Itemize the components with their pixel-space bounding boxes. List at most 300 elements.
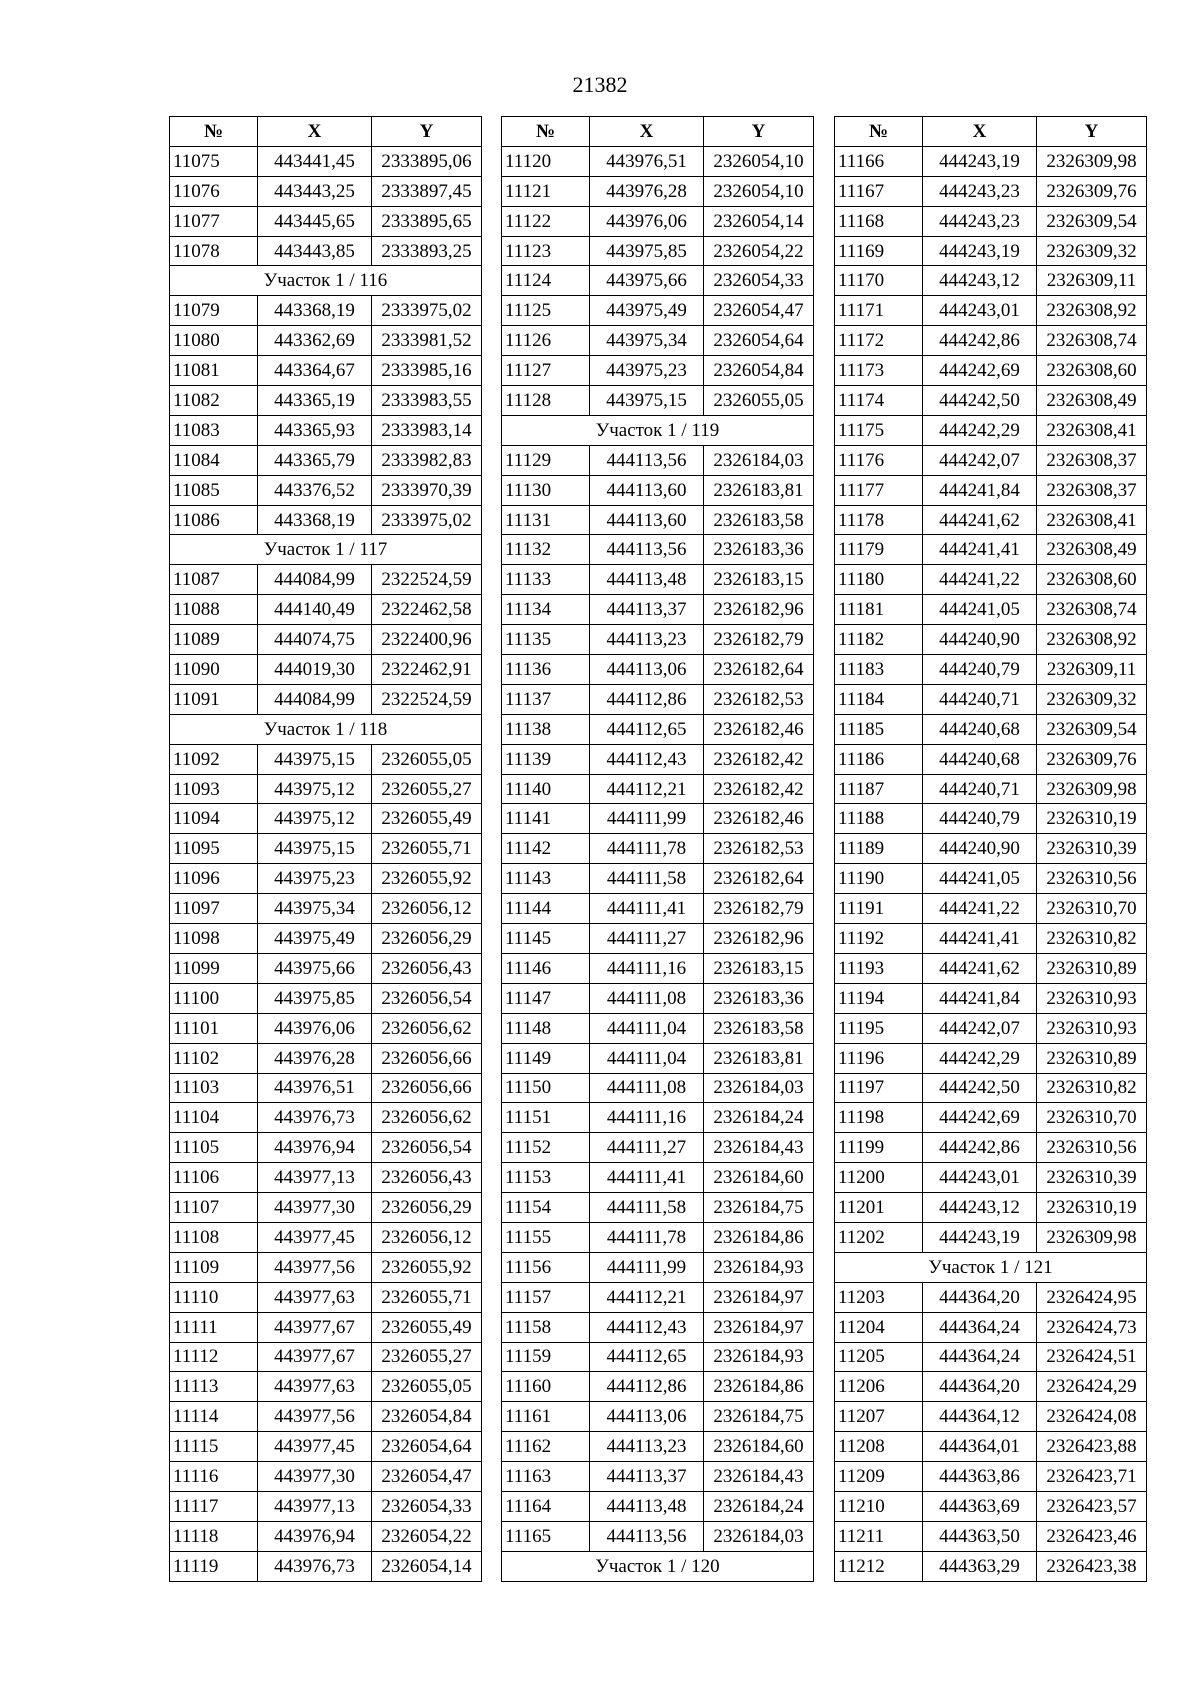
y-coordinate-cell: 2333895,06 (372, 146, 482, 176)
table-row (170, 894, 482, 924)
point-number-cell: 11120 (502, 146, 590, 176)
table-row (502, 475, 814, 505)
point-number-cell: 11197 (835, 1073, 923, 1103)
point-number-cell: 11089 (170, 625, 258, 655)
y-coordinate-cell: 2326184,75 (704, 1402, 814, 1432)
x-coordinate-cell: 444364,01 (923, 1432, 1037, 1462)
x-coordinate-cell: 444241,05 (923, 595, 1037, 625)
point-number-cell: 11081 (170, 356, 258, 386)
y-coordinate-cell: 2326054,47 (704, 296, 814, 326)
section-row (835, 1252, 1147, 1282)
point-number-cell: 11137 (502, 684, 590, 714)
table-row (502, 565, 814, 595)
table-row (170, 953, 482, 983)
point-number-cell: 11076 (170, 176, 258, 206)
point-number-cell: 11133 (502, 565, 590, 595)
y-coordinate-cell: 2326184,97 (704, 1312, 814, 1342)
x-coordinate-cell: 443975,12 (258, 804, 372, 834)
y-coordinate-cell: 2326423,71 (1037, 1462, 1147, 1492)
x-coordinate-cell: 444074,75 (258, 625, 372, 655)
x-coordinate-cell: 443975,23 (590, 356, 704, 386)
table-row (835, 1163, 1147, 1193)
point-number-cell: 11086 (170, 505, 258, 535)
y-coordinate-cell: 2333897,45 (372, 176, 482, 206)
point-number-cell: 11166 (835, 146, 923, 176)
y-coordinate-cell: 2326184,93 (704, 1252, 814, 1282)
section-title: Участок 1 / 117 (170, 535, 482, 565)
y-coordinate-cell: 2326424,95 (1037, 1282, 1147, 1312)
x-coordinate-cell: 444243,19 (923, 146, 1037, 176)
y-coordinate-cell: 2322524,59 (372, 565, 482, 595)
x-coordinate-cell: 443976,28 (258, 1043, 372, 1073)
x-coordinate-cell: 443977,45 (258, 1222, 372, 1252)
point-number-cell: 11082 (170, 386, 258, 416)
table-row (502, 535, 814, 565)
table-row (170, 804, 482, 834)
x-coordinate-cell: 444111,78 (590, 1222, 704, 1252)
point-number-cell: 11095 (170, 834, 258, 864)
y-coordinate-cell: 2326310,89 (1037, 1043, 1147, 1073)
table-row (835, 565, 1147, 595)
point-number-cell: 11090 (170, 655, 258, 685)
table-row (502, 864, 814, 894)
table-row (170, 744, 482, 774)
table-row (835, 475, 1147, 505)
y-coordinate-cell: 2326054,64 (704, 326, 814, 356)
point-number-cell: 11096 (170, 864, 258, 894)
x-coordinate-cell: 444113,60 (590, 475, 704, 505)
point-number-cell: 11198 (835, 1103, 923, 1133)
table-row (170, 1521, 482, 1551)
y-coordinate-cell: 2326055,71 (372, 834, 482, 864)
table-row (835, 1013, 1147, 1043)
table-row (170, 684, 482, 714)
point-number-cell: 11112 (170, 1342, 258, 1372)
x-coordinate-cell: 443975,49 (590, 296, 704, 326)
x-coordinate-cell: 443376,52 (258, 475, 372, 505)
point-number-cell: 11097 (170, 894, 258, 924)
x-coordinate-cell: 443443,25 (258, 176, 372, 206)
point-number-cell: 11125 (502, 296, 590, 326)
table-row (502, 1491, 814, 1521)
x-coordinate-cell: 443975,34 (590, 326, 704, 356)
x-coordinate-cell: 444241,62 (923, 953, 1037, 983)
point-number-cell: 11106 (170, 1163, 258, 1193)
x-coordinate-cell: 443975,85 (258, 983, 372, 1013)
x-coordinate-cell: 444364,20 (923, 1372, 1037, 1402)
y-coordinate-cell: 2326309,32 (1037, 684, 1147, 714)
table-row (170, 386, 482, 416)
table-row (170, 774, 482, 804)
y-coordinate-cell: 2326310,93 (1037, 983, 1147, 1013)
x-coordinate-cell: 444240,71 (923, 774, 1037, 804)
point-number-cell: 11091 (170, 684, 258, 714)
point-number-cell: 11182 (835, 625, 923, 655)
point-number-cell: 11180 (835, 565, 923, 595)
point-number-cell: 11104 (170, 1103, 258, 1133)
x-coordinate-cell: 443975,15 (590, 386, 704, 416)
x-coordinate-cell: 443362,69 (258, 326, 372, 356)
x-coordinate-cell: 444111,04 (590, 1013, 704, 1043)
point-number-cell: 11083 (170, 415, 258, 445)
point-number-cell: 11114 (170, 1402, 258, 1432)
point-number-cell: 11169 (835, 236, 923, 266)
y-coordinate-cell: 2326055,05 (372, 744, 482, 774)
x-coordinate-cell: 443975,66 (258, 953, 372, 983)
x-coordinate-cell: 443976,06 (590, 206, 704, 236)
table-row (502, 774, 814, 804)
x-coordinate-cell: 443445,65 (258, 206, 372, 236)
table-row (835, 1222, 1147, 1252)
x-coordinate-cell: 443364,67 (258, 356, 372, 386)
table-row (835, 744, 1147, 774)
point-number-cell: 11093 (170, 774, 258, 804)
y-coordinate-cell: 2326183,15 (704, 565, 814, 595)
coordinate-table-column-1 (169, 116, 481, 1582)
x-coordinate-cell: 444113,48 (590, 1491, 704, 1521)
header-x: X (258, 117, 372, 147)
point-number-cell: 11130 (502, 475, 590, 505)
y-coordinate-cell: 2322524,59 (372, 684, 482, 714)
table-row (835, 1551, 1147, 1581)
point-number-cell: 11146 (502, 953, 590, 983)
table-row (502, 1432, 814, 1462)
table-row (170, 1372, 482, 1402)
table-row (835, 535, 1147, 565)
table-row (170, 1163, 482, 1193)
x-coordinate-cell: 444111,41 (590, 1163, 704, 1193)
y-coordinate-cell: 2326309,98 (1037, 146, 1147, 176)
point-number-cell: 11140 (502, 774, 590, 804)
y-coordinate-cell: 2326054,10 (704, 146, 814, 176)
point-number-cell: 11123 (502, 236, 590, 266)
x-coordinate-cell: 443977,67 (258, 1342, 372, 1372)
table-row (502, 1402, 814, 1432)
point-number-cell: 11193 (835, 953, 923, 983)
header-number: № (170, 117, 258, 147)
y-coordinate-cell: 2326182,96 (704, 595, 814, 625)
table-row (170, 834, 482, 864)
x-coordinate-cell: 444111,08 (590, 1073, 704, 1103)
table-row (835, 1491, 1147, 1521)
x-coordinate-cell: 443977,63 (258, 1282, 372, 1312)
point-number-cell: 11103 (170, 1073, 258, 1103)
x-coordinate-cell: 443977,30 (258, 1193, 372, 1223)
y-coordinate-cell: 2326310,39 (1037, 1163, 1147, 1193)
point-number-cell: 11098 (170, 924, 258, 954)
point-number-cell: 11192 (835, 924, 923, 954)
y-coordinate-cell: 2326055,05 (704, 386, 814, 416)
point-number-cell: 11196 (835, 1043, 923, 1073)
point-number-cell: 11111 (170, 1312, 258, 1342)
table-row (170, 1043, 482, 1073)
point-number-cell: 11105 (170, 1133, 258, 1163)
y-coordinate-cell: 2326055,05 (372, 1372, 482, 1402)
table-row (170, 326, 482, 356)
point-number-cell: 11131 (502, 505, 590, 535)
y-coordinate-cell: 2326308,41 (1037, 505, 1147, 535)
point-number-cell: 11157 (502, 1282, 590, 1312)
y-coordinate-cell: 2326182,79 (704, 894, 814, 924)
y-coordinate-cell: 2326183,81 (704, 475, 814, 505)
point-number-cell: 11136 (502, 655, 590, 685)
table-row (835, 595, 1147, 625)
y-coordinate-cell: 2326054,64 (372, 1432, 482, 1462)
coordinate-table (834, 116, 1147, 1582)
x-coordinate-cell: 444240,68 (923, 714, 1037, 744)
table-row (502, 445, 814, 475)
y-coordinate-cell: 2326424,29 (1037, 1372, 1147, 1402)
y-coordinate-cell: 2326182,64 (704, 864, 814, 894)
table-row (835, 1282, 1147, 1312)
table-row (170, 1252, 482, 1282)
x-coordinate-cell: 444243,12 (923, 1193, 1037, 1223)
x-coordinate-cell: 444112,21 (590, 774, 704, 804)
x-coordinate-cell: 444363,50 (923, 1521, 1037, 1551)
x-coordinate-cell: 444112,43 (590, 744, 704, 774)
header-number: № (835, 117, 923, 147)
x-coordinate-cell: 443977,56 (258, 1402, 372, 1432)
table-row (835, 804, 1147, 834)
y-coordinate-cell: 2326054,10 (704, 176, 814, 206)
y-coordinate-cell: 2326308,41 (1037, 415, 1147, 445)
table-row (835, 1342, 1147, 1372)
table-row (502, 146, 814, 176)
table-row (502, 684, 814, 714)
point-number-cell: 11156 (502, 1252, 590, 1282)
x-coordinate-cell: 443976,51 (258, 1073, 372, 1103)
table-row (835, 1402, 1147, 1432)
table-row (502, 326, 814, 356)
table-row (170, 1103, 482, 1133)
x-coordinate-cell: 444084,99 (258, 684, 372, 714)
point-number-cell: 11175 (835, 415, 923, 445)
y-coordinate-cell: 2326055,92 (372, 1252, 482, 1282)
y-coordinate-cell: 2326054,47 (372, 1462, 482, 1492)
point-number-cell: 11143 (502, 864, 590, 894)
table-row (835, 625, 1147, 655)
y-coordinate-cell: 2333981,52 (372, 326, 482, 356)
x-coordinate-cell: 444240,90 (923, 625, 1037, 655)
point-number-cell: 11176 (835, 445, 923, 475)
y-coordinate-cell: 2326310,19 (1037, 804, 1147, 834)
y-coordinate-cell: 2333982,83 (372, 445, 482, 475)
table-row (502, 625, 814, 655)
x-coordinate-cell: 444113,48 (590, 565, 704, 595)
point-number-cell: 11168 (835, 206, 923, 236)
y-coordinate-cell: 2326308,60 (1037, 356, 1147, 386)
y-coordinate-cell: 2326182,53 (704, 834, 814, 864)
point-number-cell: 11141 (502, 804, 590, 834)
x-coordinate-cell: 444242,69 (923, 356, 1037, 386)
table-row (170, 505, 482, 535)
table-row (170, 1133, 482, 1163)
table-row (502, 1282, 814, 1312)
y-coordinate-cell: 2326308,74 (1037, 595, 1147, 625)
table-row (835, 1312, 1147, 1342)
point-number-cell: 11084 (170, 445, 258, 475)
y-coordinate-cell: 2326184,24 (704, 1491, 814, 1521)
coordinate-table-column-2 (501, 116, 813, 1582)
table-row (170, 1193, 482, 1223)
point-number-cell: 11127 (502, 356, 590, 386)
y-coordinate-cell: 2326423,57 (1037, 1491, 1147, 1521)
x-coordinate-cell: 443368,19 (258, 505, 372, 535)
y-coordinate-cell: 2326309,76 (1037, 744, 1147, 774)
point-number-cell: 11202 (835, 1222, 923, 1252)
point-number-cell: 11183 (835, 655, 923, 685)
point-number-cell: 11163 (502, 1462, 590, 1492)
x-coordinate-cell: 443975,34 (258, 894, 372, 924)
section-title: Участок 1 / 119 (502, 415, 814, 445)
table-row (835, 356, 1147, 386)
point-number-cell: 11178 (835, 505, 923, 535)
point-number-cell: 11078 (170, 236, 258, 266)
x-coordinate-cell: 444242,07 (923, 1013, 1037, 1043)
x-coordinate-cell: 444113,56 (590, 1521, 704, 1551)
x-coordinate-cell: 444364,24 (923, 1342, 1037, 1372)
point-number-cell: 11208 (835, 1432, 923, 1462)
table-row (835, 505, 1147, 535)
table-row (170, 1312, 482, 1342)
x-coordinate-cell: 443977,13 (258, 1491, 372, 1521)
point-number-cell: 11199 (835, 1133, 923, 1163)
table-row (502, 356, 814, 386)
y-coordinate-cell: 2326423,88 (1037, 1432, 1147, 1462)
y-coordinate-cell: 2326054,33 (704, 266, 814, 296)
x-coordinate-cell: 443977,30 (258, 1462, 372, 1492)
table-row (170, 1222, 482, 1252)
point-number-cell: 11145 (502, 924, 590, 954)
section-title: Участок 1 / 116 (170, 266, 482, 296)
x-coordinate-cell: 443975,15 (258, 834, 372, 864)
table-row (835, 1103, 1147, 1133)
table-row (502, 1133, 814, 1163)
point-number-cell: 11203 (835, 1282, 923, 1312)
x-coordinate-cell: 444111,58 (590, 864, 704, 894)
table-header-row (502, 117, 814, 147)
x-coordinate-cell: 444243,23 (923, 206, 1037, 236)
x-coordinate-cell: 443365,79 (258, 445, 372, 475)
section-row (170, 714, 482, 744)
section-row (170, 535, 482, 565)
point-number-cell: 11075 (170, 146, 258, 176)
point-number-cell: 11101 (170, 1013, 258, 1043)
y-coordinate-cell: 2326056,62 (372, 1013, 482, 1043)
x-coordinate-cell: 444111,99 (590, 804, 704, 834)
table-row (835, 1372, 1147, 1402)
point-number-cell: 11181 (835, 595, 923, 625)
point-number-cell: 11210 (835, 1491, 923, 1521)
point-number-cell: 11077 (170, 206, 258, 236)
point-number-cell: 11189 (835, 834, 923, 864)
y-coordinate-cell: 2326184,86 (704, 1222, 814, 1252)
y-coordinate-cell: 2326054,14 (372, 1551, 482, 1581)
x-coordinate-cell: 444111,41 (590, 894, 704, 924)
x-coordinate-cell: 444084,99 (258, 565, 372, 595)
x-coordinate-cell: 444111,16 (590, 953, 704, 983)
y-coordinate-cell: 2326184,24 (704, 1103, 814, 1133)
x-coordinate-cell: 444019,30 (258, 655, 372, 685)
x-coordinate-cell: 444364,12 (923, 1402, 1037, 1432)
table-row (502, 296, 814, 326)
point-number-cell: 11085 (170, 475, 258, 505)
y-coordinate-cell: 2326310,70 (1037, 1103, 1147, 1133)
x-coordinate-cell: 444364,24 (923, 1312, 1037, 1342)
x-coordinate-cell: 443976,51 (590, 146, 704, 176)
table-row (502, 894, 814, 924)
point-number-cell: 11147 (502, 983, 590, 1013)
coordinate-table (501, 116, 814, 1582)
y-coordinate-cell: 2333985,16 (372, 356, 482, 386)
point-number-cell: 11088 (170, 595, 258, 625)
table-header-row (170, 117, 482, 147)
x-coordinate-cell: 444111,99 (590, 1252, 704, 1282)
point-number-cell: 11186 (835, 744, 923, 774)
point-number-cell: 11161 (502, 1402, 590, 1432)
x-coordinate-cell: 444241,22 (923, 894, 1037, 924)
y-coordinate-cell: 2326308,49 (1037, 386, 1147, 416)
y-coordinate-cell: 2326309,11 (1037, 655, 1147, 685)
point-number-cell: 11100 (170, 983, 258, 1013)
table-row (502, 1462, 814, 1492)
table-row (835, 146, 1147, 176)
x-coordinate-cell: 444112,65 (590, 1342, 704, 1372)
point-number-cell: 11116 (170, 1462, 258, 1492)
y-coordinate-cell: 2326183,58 (704, 1013, 814, 1043)
point-number-cell: 11110 (170, 1282, 258, 1312)
x-coordinate-cell: 444111,16 (590, 1103, 704, 1133)
table-row (502, 1521, 814, 1551)
section-row (502, 1551, 814, 1581)
x-coordinate-cell: 444243,12 (923, 266, 1037, 296)
x-coordinate-cell: 444111,04 (590, 1043, 704, 1073)
y-coordinate-cell: 2326056,43 (372, 1163, 482, 1193)
header-y: Y (704, 117, 814, 147)
table-row (170, 415, 482, 445)
y-coordinate-cell: 2326056,43 (372, 953, 482, 983)
y-coordinate-cell: 2326310,82 (1037, 1073, 1147, 1103)
x-coordinate-cell: 444243,01 (923, 296, 1037, 326)
point-number-cell: 11126 (502, 326, 590, 356)
x-coordinate-cell: 444242,86 (923, 326, 1037, 356)
table-row (835, 1133, 1147, 1163)
x-coordinate-cell: 443976,73 (258, 1103, 372, 1133)
x-coordinate-cell: 444111,27 (590, 924, 704, 954)
x-coordinate-cell: 444113,23 (590, 1432, 704, 1462)
table-row (835, 415, 1147, 445)
y-coordinate-cell: 2326308,37 (1037, 445, 1147, 475)
point-number-cell: 11079 (170, 296, 258, 326)
table-row (170, 1551, 482, 1581)
y-coordinate-cell: 2326182,42 (704, 774, 814, 804)
y-coordinate-cell: 2326184,43 (704, 1462, 814, 1492)
x-coordinate-cell: 444113,06 (590, 655, 704, 685)
x-coordinate-cell: 444112,65 (590, 714, 704, 744)
point-number-cell: 11113 (170, 1372, 258, 1402)
table-row (502, 744, 814, 774)
point-number-cell: 11118 (170, 1521, 258, 1551)
y-coordinate-cell: 2326055,49 (372, 804, 482, 834)
x-coordinate-cell: 444241,41 (923, 924, 1037, 954)
y-coordinate-cell: 2326056,54 (372, 983, 482, 1013)
table-row (170, 864, 482, 894)
x-coordinate-cell: 444113,06 (590, 1402, 704, 1432)
y-coordinate-cell: 2326056,66 (372, 1073, 482, 1103)
y-coordinate-cell: 2326310,39 (1037, 834, 1147, 864)
table-row (170, 1402, 482, 1432)
x-coordinate-cell: 443977,63 (258, 1372, 372, 1402)
